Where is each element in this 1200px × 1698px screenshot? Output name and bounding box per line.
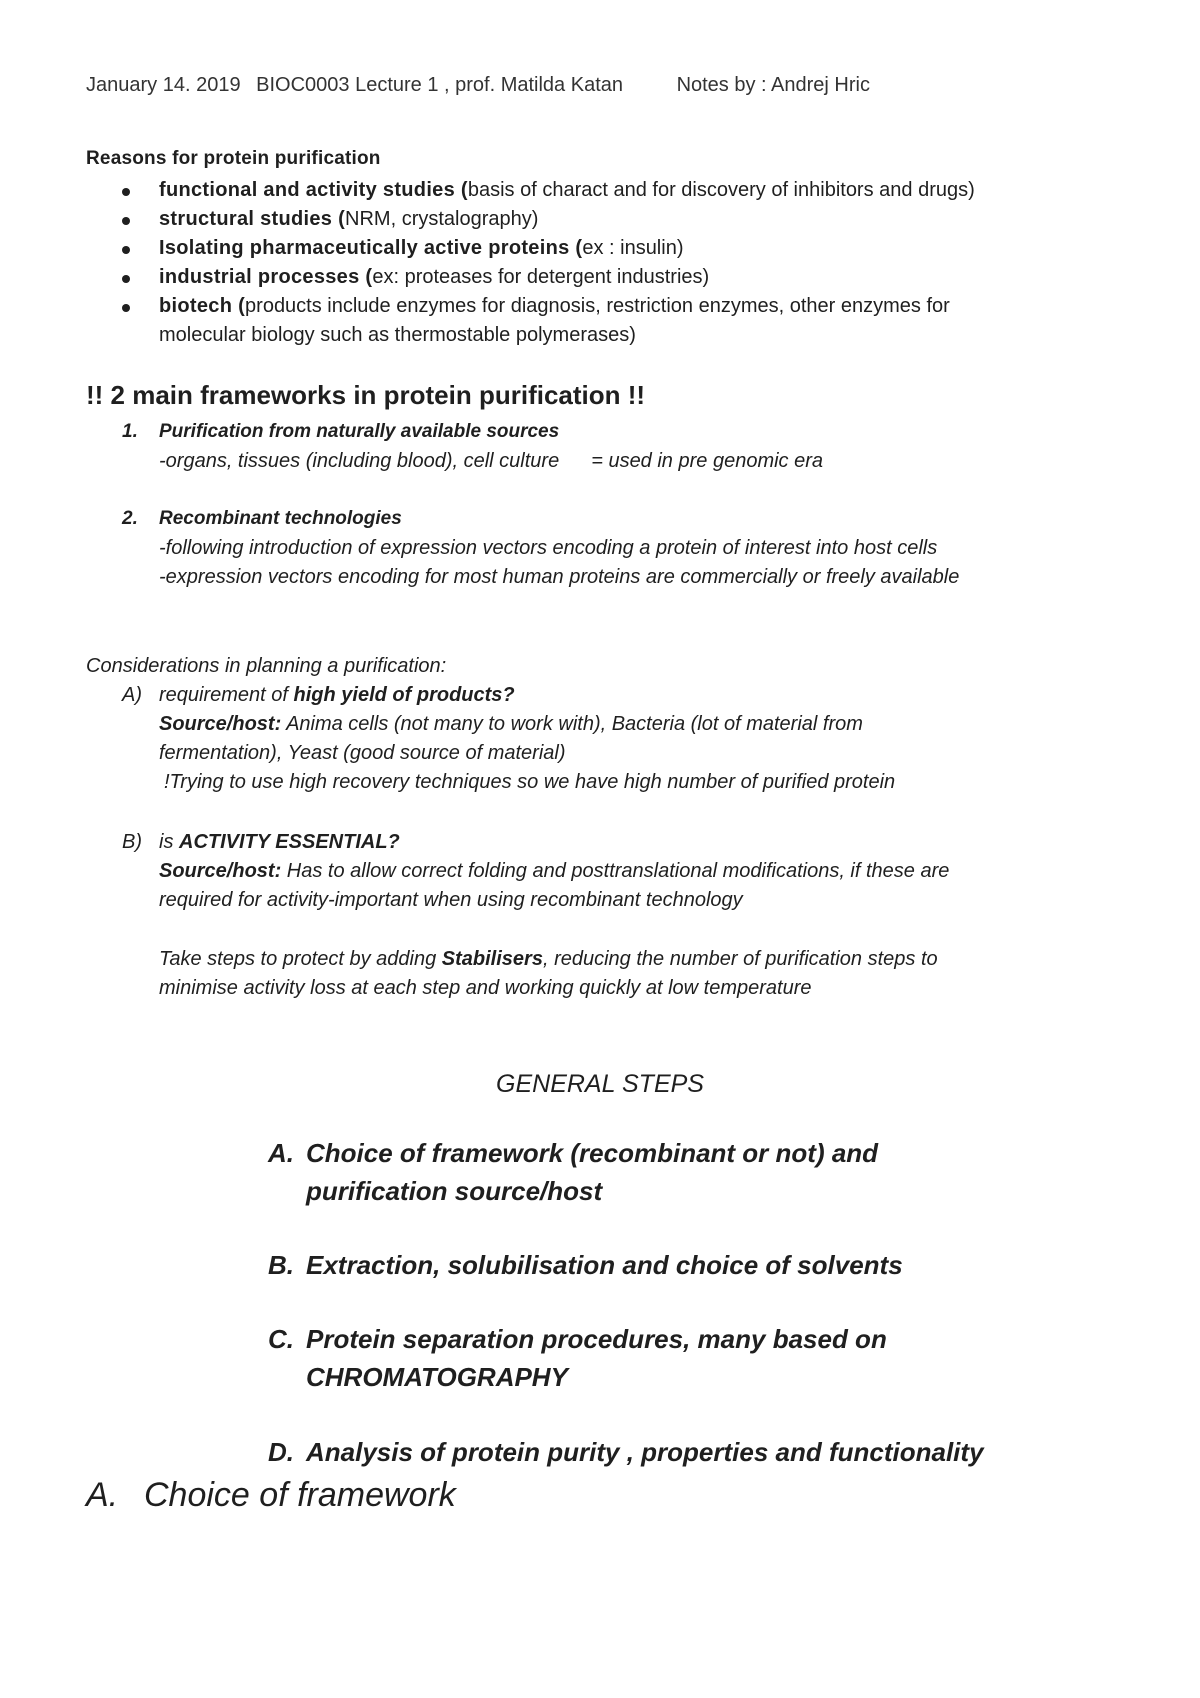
- page-header: [86, 74, 870, 97]
- consideration-label: B): [122, 831, 142, 853]
- framework-line: -expression vectors encoding for most human proteins are commercially or freely available: [159, 566, 960, 588]
- header-date: January 14. 2019: [86, 74, 241, 96]
- bullet-icon: [122, 217, 130, 225]
- bullet-icon: [122, 275, 130, 283]
- consideration-take-steps-cont: minimise activity loss at each step and working quickly at low temperature: [159, 977, 812, 999]
- consideration-source-cont: required for activity-important when using recombinant technology: [159, 889, 743, 911]
- header-notes-by: Notes by : Andrej Hric: [676, 74, 870, 96]
- framework-number: 1.: [122, 421, 138, 442]
- consideration-question: is ACTIVITY ESSENTIAL?: [159, 831, 400, 853]
- reasons-list: [86, 176, 1126, 350]
- considerations-heading: Considerations in planning a purification:: [86, 655, 447, 677]
- list-item: Isolating pharmaceutically active proteins (ex : insulin): [86, 234, 1126, 263]
- consideration-source-cont: fermentation), Yeast (good source of material): [159, 742, 566, 764]
- list-item: industrial processes (ex: proteases for detergent industries): [86, 263, 1126, 292]
- consideration-take-steps: Take steps to protect by adding Stabilisers, reducing the number of purification steps to: [159, 948, 938, 970]
- consideration-note: !Trying to use high recovery techniques so we have high number of purified protein: [164, 771, 896, 793]
- bullet-icon: [122, 246, 130, 254]
- consideration-question: requirement of high yield of products?: [159, 684, 515, 706]
- general-steps-heading: GENERAL STEPS: [496, 1070, 704, 1098]
- framework-line: -following introduction of expression vectors encoding a protein of interest into host cells: [159, 537, 938, 559]
- consideration-source: Source/host: Has to allow correct folding and posttranslational modifications, if these are: [159, 860, 950, 882]
- consideration-source: Source/host: Anima cells (not many to work with), Bacteria (lot of material from: [159, 713, 863, 735]
- reasons-heading: Reasons for protein purification: [86, 148, 381, 169]
- bullet-icon: [122, 188, 130, 196]
- framework-title: Recombinant technologies: [159, 508, 402, 529]
- list-item: biotech (products include enzymes for diagnosis, restriction enzymes, other enzymes for molecular biology such as thermostable polymerases): [86, 292, 1126, 350]
- list-item: functional and activity studies (basis of charact and for discovery of inhibitors and drugs): [86, 176, 1126, 205]
- consideration-label: A): [122, 684, 142, 706]
- list-item: structural studies (NRM, crystalography): [86, 205, 1126, 234]
- section-a-heading: A. Choice of framework: [86, 1476, 456, 1514]
- general-step: A. Choice of framework (recombinant or not) and purification source/host: [268, 1138, 879, 1206]
- general-step: C. Protein separation procedures, many based on CHROMATOGRAPHY: [268, 1324, 887, 1392]
- bullet-icon: [122, 304, 130, 312]
- header-course: BIOC0003 Lecture 1 , prof. Matilda Katan: [256, 74, 623, 96]
- frameworks-heading: !! 2 main frameworks in protein purification !!: [86, 380, 646, 410]
- framework-number: 2.: [122, 508, 138, 529]
- general-step: D. Analysis of protein purity , properties and functionality: [268, 1437, 984, 1467]
- general-step: B. Extraction, solubilisation and choice of solvents: [268, 1250, 903, 1280]
- framework-title: Purification from naturally available sources: [159, 421, 560, 442]
- framework-line: -organs, tissues (including blood), cell culture = used in pre genomic era: [159, 450, 824, 472]
